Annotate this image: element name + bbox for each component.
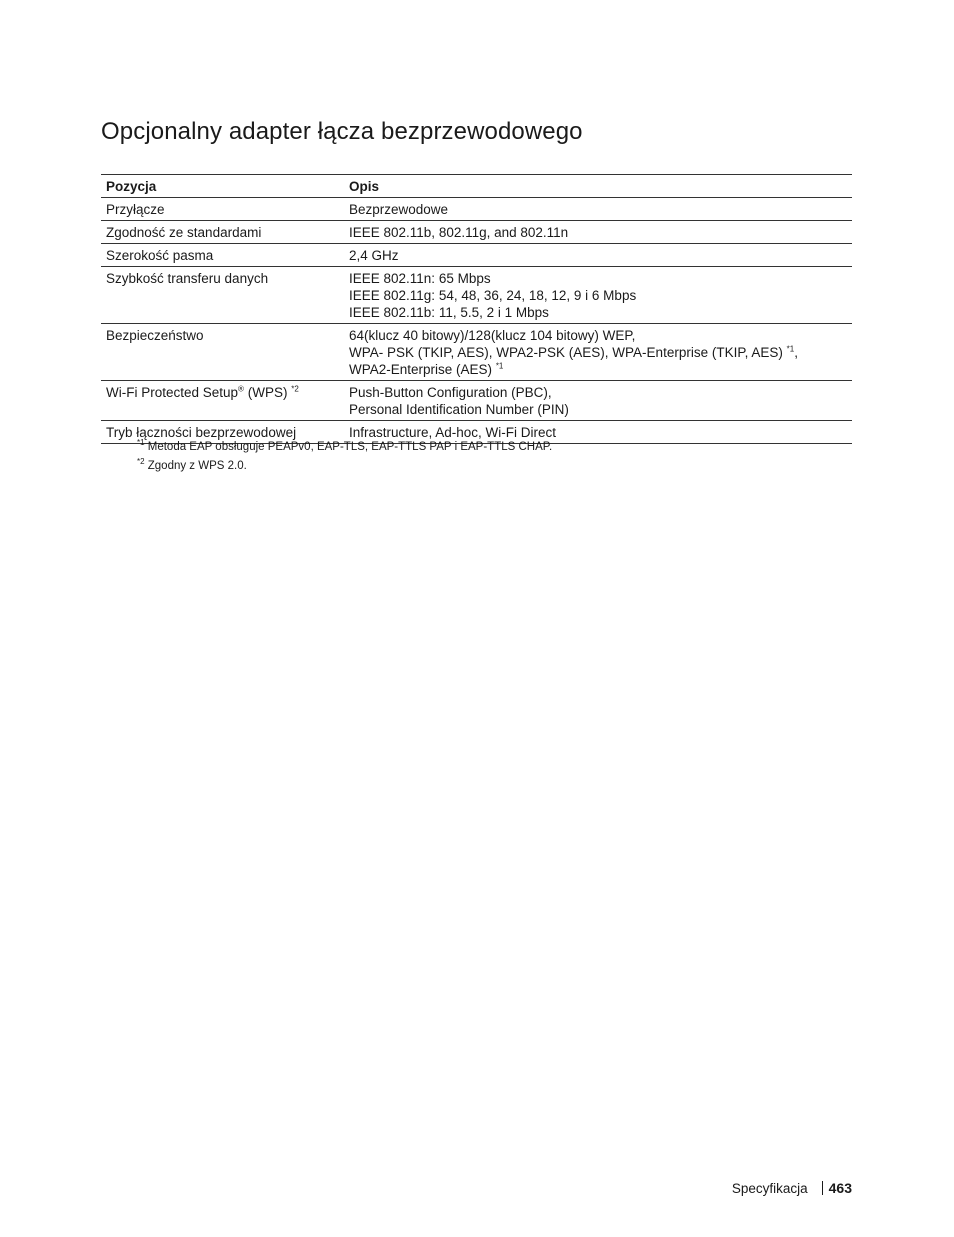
row-desc [344, 221, 852, 244]
footnote-text: Metoda EAP obsługuje PEAPv0, EAP-TLS, EAP-TTLS PAP i EAP-TTLS CHAP. [144, 441, 553, 453]
page-number: 463 [828, 1180, 852, 1196]
desc-line: IEEE 802.11b: 11, 5.5, 2 i 1 Mbps [349, 305, 549, 320]
spec-table [101, 174, 852, 444]
table-row [101, 267, 852, 324]
desc-line [349, 344, 852, 361]
desc-text: WPA2-Enterprise (AES) [349, 362, 493, 377]
desc-text: 64(klucz 40 bitowy)/128(klucz 104 bitowy) WEP, [349, 328, 636, 343]
table-row [101, 198, 852, 221]
column-header-item: Pozycja [101, 175, 344, 198]
table-row [101, 221, 852, 244]
desc-line: Push-Button Configuration (PBC), [349, 385, 552, 400]
desc-text: WPA- PSK (TKIP, AES), WPA2-PSK (AES), WPA-Enterprise (TKIP, AES) [349, 345, 783, 360]
desc-line: Personal Identification Number (PIN) [349, 402, 569, 417]
item-tail: (WPS) [243, 385, 292, 400]
table-header-row [101, 175, 852, 198]
registered-mark: ® [238, 384, 244, 394]
footnote [137, 440, 552, 454]
row-item: Tryb łączności bezprzewodowej [101, 421, 344, 444]
column-header-desc: Opis [344, 175, 852, 198]
desc-line [349, 327, 852, 344]
footer-section-title: Specyfikacja [731, 1180, 808, 1196]
row-item: Przyłącze [101, 198, 344, 221]
footnote-mark: *2 [137, 457, 145, 467]
footnotes [137, 440, 552, 478]
desc-suffix: , [794, 345, 798, 360]
footnote-ref: *2 [291, 384, 299, 394]
footer-separator [822, 1181, 823, 1195]
footnote-text: Zgodny z WPS 2.0. [144, 460, 247, 472]
item-text: Wi-Fi Protected Setup [106, 385, 239, 400]
footnote [137, 459, 552, 473]
page-title: Opcjonalny adapter łącza bezprzewodowego [101, 118, 583, 145]
desc-line: IEEE 802.11n: 65 Mbps [349, 271, 491, 286]
table-row [101, 324, 852, 381]
desc-line [349, 361, 852, 378]
row-item: Szybkość transferu danych [101, 267, 344, 324]
row-desc [344, 381, 852, 421]
desc-line: IEEE 802.11g: 54, 48, 36, 24, 18, 12, 9 i 6 Mbps [349, 288, 637, 303]
row-item [101, 381, 344, 421]
row-desc [344, 244, 852, 267]
footnote-ref: *1 [786, 344, 795, 354]
row-item: Bezpieczeństwo [101, 324, 344, 381]
footnote-mark: *1 [137, 438, 145, 448]
table-row [101, 244, 852, 267]
row-desc [344, 198, 852, 221]
page-footer [732, 1180, 852, 1196]
footnote-ref: *1 [495, 361, 504, 371]
desc-line: 2,4 GHz [349, 248, 399, 263]
desc-line: Infrastructure, Ad-hoc, Wi-Fi Direct [349, 425, 557, 440]
desc-line: Bezprzewodowe [349, 202, 449, 217]
desc-line: IEEE 802.11b, 802.11g, and 802.11n [349, 225, 569, 240]
row-desc [344, 267, 852, 324]
row-item: Zgodność ze standardami [101, 221, 344, 244]
row-desc [344, 324, 852, 381]
table-row [101, 381, 852, 421]
row-item: Szerokość pasma [101, 244, 344, 267]
